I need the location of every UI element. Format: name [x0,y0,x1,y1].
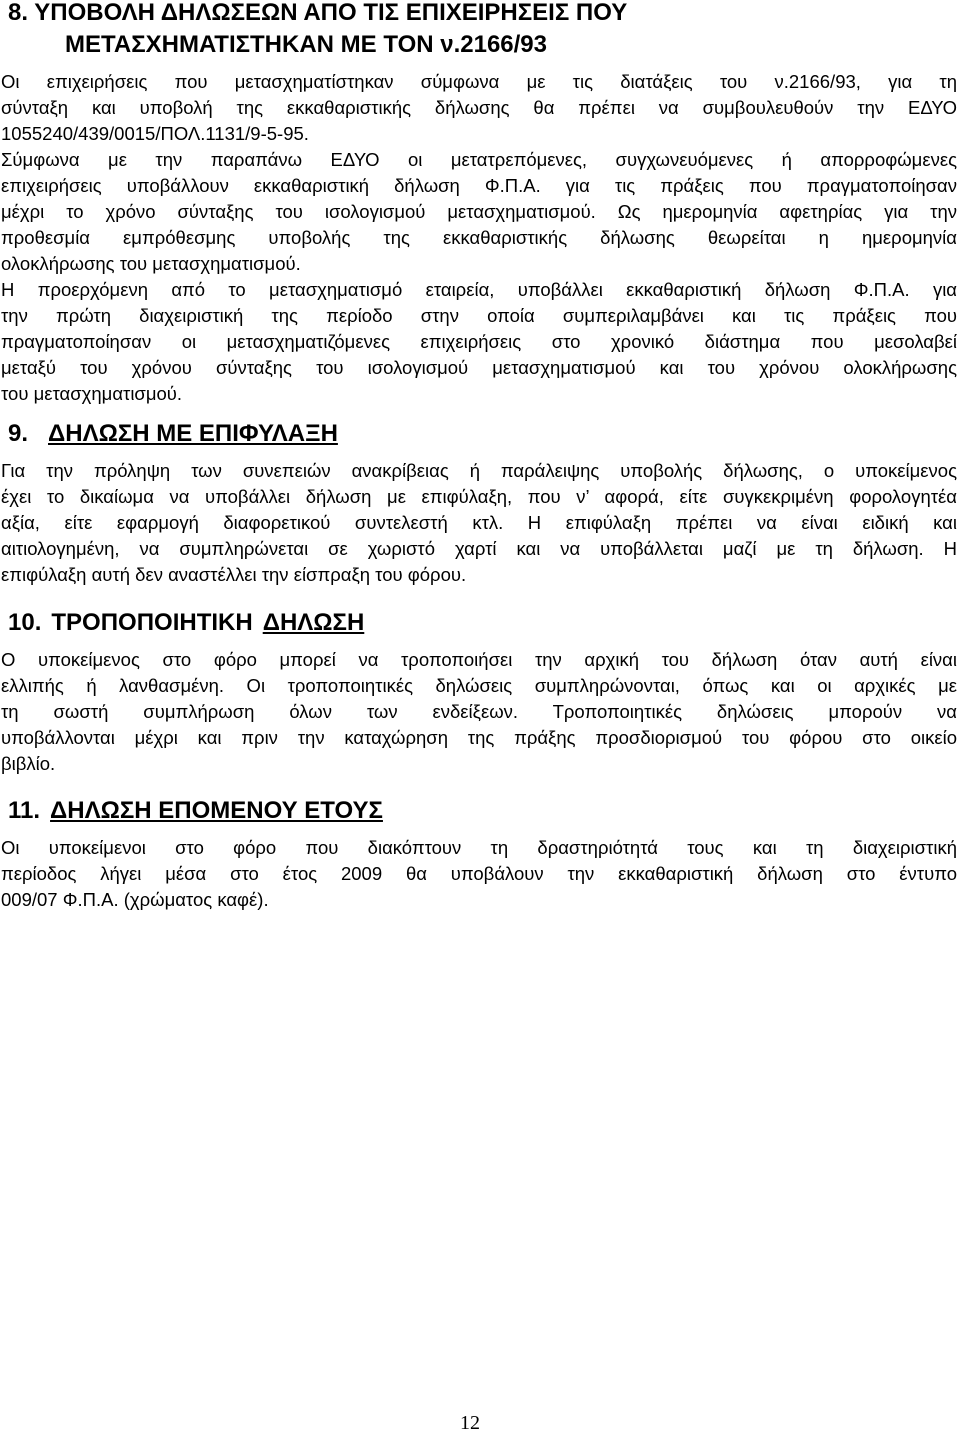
paragraph-line: Για την πρόληψη των συνεπειών ανακρίβειας ή παράλειψης υποβολής δήλωσης, ο υποκείμενος [1,460,957,481]
section-9-heading [8,419,960,449]
section-8-heading-line1: 8. ΥΠΟΒΟΛΗ ΔΗΛΩΣΕΩΝ ΑΠΟ ΤΙΣ ΕΠΙΧΕΙΡΗΣΕΙΣ ΠΟΥ [8,0,628,26]
paragraph-line: Η προερχόμενη από το μετασχηματισμό εταιρεία, υποβάλλει εκκαθαριστική δήλωση Φ.Π.Α. για [1,279,957,300]
page-number: 12 [460,1412,480,1434]
section-11-body [1,835,957,913]
section-10-heading [8,608,960,638]
section-title: ΔΗΛΩΣΗ ΕΠΟΜΕΝΟΥ ΕΤΟΥΣ [50,797,383,824]
section-number: 11. [8,797,41,824]
paragraph-line: την πρώτη διαχειριστική της περίοδο στην οποία συμπεριλαμβάνει και τις πράξεις που [1,305,957,326]
section-title: ΔΗΛΩΣΗ ΜΕ ΕΠΙΦΥΛΑΞΗ [48,420,338,447]
section-title-part1: ΤΡΟΠΟΠΟΙΗΤΙΚΗ [51,609,253,636]
section-10-body [1,647,957,777]
paragraph-line: έχει το δικαίωμα να υποβάλλει δήλωση με επιφύλαξη, που ν’ αφορά, είτε συγκεκριμένη φορολογητέα [1,486,957,507]
paragraph-line: Οι επιχειρήσεις που μετασχηματίστηκαν σύμφωνα με τις διατάξεις του ν.2166/93, για τη [1,71,957,92]
paragraph-line: μεταξύ του χρόνου σύνταξης του ισολογισμού μετασχηματισμού και του χρόνου ολοκλήρωσης [1,357,957,378]
paragraph-line: προθεσμία εμπρόθεσμης υποβολής της εκκαθαριστικής δήλωσης θεωρείται η ημερομηνία [1,227,957,248]
section-9-body [1,458,957,588]
section-number: 10. [8,609,42,636]
paragraph-line: Σύμφωνα με την παραπάνω ΕΔΥΟ οι μετατρεπόμενες, συγχωνευόμενες ή απορροφώμενες [1,149,957,170]
paragraph-line: Οι υποκείμενοι στο φόρο που διακόπτουν τη δραστηριότητά τους και τη διαχειριστική [1,837,957,858]
section-8-heading-line2: ΜΕΤΑΣΧΗΜΑΤΙΣΤΗΚΑΝ ΜΕ ΤΟΝ ν.2166/93 [65,31,548,58]
paragraph-line: αξία, είτε εφαρμογή διαφορετικού συντελεστή κτλ. Η επιφύλαξη πρέπει να είναι ειδική και [1,512,957,533]
paragraph-line: υποβάλλονται μέχρι και πριν την καταχώρηση της πράξης προσδιορισμού του φόρου στο οικείο [1,727,957,748]
paragraph-line: του μετασχηματισμού. [1,383,183,404]
paragraph-line: 009/07 Φ.Π.Α. (χρώματος καφέ). [1,889,269,910]
paragraph-line: αιτιολογημένη, να συμπληρώνεται σε χωριστό χαρτί και να υποβάλλεται μαζί με τη δήλωση. Η [1,538,957,559]
paragraph-line: πραγματοποίησαν οι μετασχηματιζόμενες επιχειρήσεις στο χρονικό διάστημα που μεσολαβεί [1,331,957,352]
paragraph-line: επιφύλαξη αυτή δεν αναστέλλει την είσπραξη του φόρου. [1,564,467,585]
paragraph-line: μέχρι το χρόνο σύνταξης του ισολογισμού μετασχηματισμού. Ως ημερομηνία αφετηρίας για την [1,201,957,222]
paragraph-line: βιβλίο. [1,753,56,774]
paragraph-line: 1055240/439/0015/ΠΟΛ.1131/9-5-95. [1,123,309,144]
section-title-part2: ΔΗΛΩΣΗ [262,609,365,636]
section-number: 9. [8,420,29,447]
section-8-body [1,69,957,407]
paragraph-line: επιχειρήσεις υποβάλλουν εκκαθαριστική δήλωση Φ.Π.Α. για τις πράξεις που πραγματοποίησαν [1,175,957,196]
section-11-heading [8,796,960,826]
paragraph-line: περίοδος λήγει μέσα στο έτος 2009 θα υποβάλουν την εκκαθαριστική δήλωση στο έντυπο [1,863,957,884]
paragraph-line: σύνταξη και υποβολή της εκκαθαριστικής δήλωσης θα πρέπει να συμβουλευθούν την ΕΔΥΟ [1,97,957,118]
paragraph-line: τη σωστή συμπλήρωση όλων των ενδείξεων. Τροποποιητικές δηλώσεις μπορούν να [1,701,957,722]
paragraph-line: ολοκλήρωσης του μετασχηματισμού. [1,253,301,274]
paragraph-line: ελλιπής ή λανθασμένη. Οι τροποποιητικές δηλώσεις συμπληρώνονται, όπως και οι αρχικές με [1,675,957,696]
paragraph-line: Ο υποκείμενος στο φόρο μπορεί να τροποποιήσει την αρχική του δήλωση όταν αυτή είναι [1,649,957,670]
